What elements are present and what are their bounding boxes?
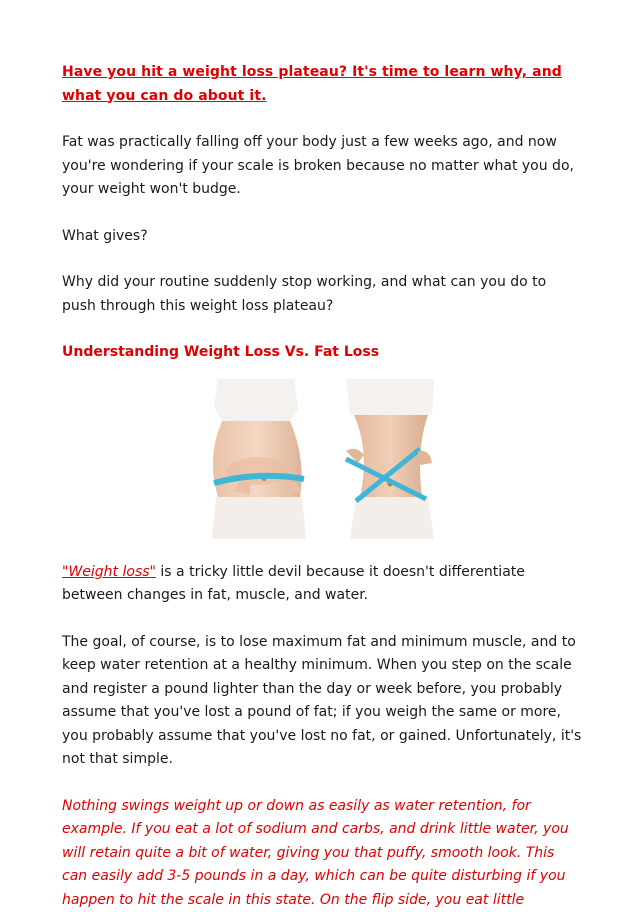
document-title: Have you hit a weight loss plateau? It's time to learn why, and what you can do about it. [62,61,582,108]
paragraph-what-gives: What gives? [62,225,582,249]
paragraph-goal: The goal, of course, is to lose maximum fat and minimum muscle, and to keep water retention at a healthy minimum. When you step on the scale and register a pound lighter than the day or week before, you probably assume that you've lost a pound of fat; if you weigh the same or more, you probably assume that you've lost no fat, or gained. Unfortunately, it's not that simple. [62,631,582,772]
section-heading: Understanding Weight Loss Vs. Fat Loss [62,341,582,365]
paragraph-weight-loss [62,561,582,608]
right-pants [350,497,434,539]
paragraph-intro: Fat was practically falling off your body just a few weeks ago, and now you're wondering if your scale is broken because no matter what you do, your weight won't budge. [62,131,582,202]
paragraph-why: Why did your routine suddenly stop working, and what can you do to push through this weight loss plateau? [62,271,582,318]
before-after-waist-measurement-photo [206,379,438,539]
document-page [62,61,582,912]
left-pants [212,497,306,539]
right-top-garment [346,379,434,415]
paragraph-water-retention: Nothing swings weight up or down as easily as water retention, for example. If you eat a lot of sodium and carbs, and drink little water, you will retain quite a bit of water, giving you that puffy, smooth look. This can easily add 3-5 pounds in a day, which can be quite disturbing if you happen to hit the scale in this state. On the flip side, you eat little [62,795,582,912]
weight-loss-quote: "Weight loss" [62,564,156,580]
left-top-garment [214,379,298,421]
weight-loss-text: is a tricky little devil because it doesn't differentiate between changes in fat, muscle, and water. [62,564,525,604]
waist-measurement-image [206,379,438,539]
